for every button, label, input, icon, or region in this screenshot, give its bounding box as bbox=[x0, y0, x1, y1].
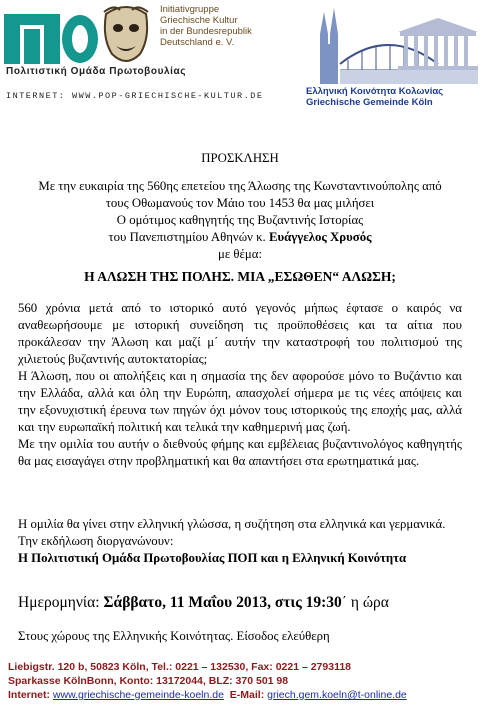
pop-subtitle: Πολιτιστική Ομάδα Πρωτοβουλίας bbox=[6, 66, 187, 77]
paragraph: Η ομιλία θα γίνει στην ελληνική γλώσσα, η συζήτηση στα ελληνικά και γερμανικά. bbox=[18, 517, 446, 531]
community-name-german: Griechische Gemeinde Köln bbox=[306, 97, 433, 108]
intro-line: Ο ομότιμος καθηγητής της Βυζαντινής Ιστορίας bbox=[116, 213, 364, 227]
footer-address: Liebigstr. 120 b, 50823 Köln, Tel.: 0221 – 132530, Fax: 0221 – 2793118 bbox=[8, 661, 352, 673]
language-info bbox=[18, 516, 462, 567]
letterhead bbox=[0, 0, 480, 110]
intro-line: Με την ευκαιρία της 560ης επετείου της Άλωσης της Κωνσταντινούπολης από bbox=[38, 179, 442, 193]
theatre-mask-icon bbox=[100, 4, 152, 68]
lecture-description bbox=[18, 300, 462, 470]
lecture-topic: Η ΑΛΩΣΗ ΤΗΣ ΠΟΛΗΣ. ΜΙΑ „ΕΣΩΘΕΝ“ ΑΛΩΣΗ; bbox=[84, 269, 396, 284]
paragraph: Με την ομιλία του αυτήν ο διεθνούς φήμης και εμβέλειας βυζαντινολόγος καθηγητής θα μας εισαγάγει στην προβληματική και θα απαντήσει στα ερωτηματικά μας. bbox=[18, 437, 462, 468]
organizers: Η Πολιτιστική Ομάδα Πρωτοβουλίας ΠΟΠ και η Ελληνική Κοινότητα bbox=[18, 551, 407, 565]
pop-logo bbox=[4, 14, 60, 64]
pop-internet-line: INTERNET: WWW.POP-GRIECHISCHE-KULTUR.DE bbox=[6, 91, 264, 101]
footer-contact bbox=[8, 660, 407, 702]
event-venue: Στους χώρους της Ελληνικής Κοινότητας. Είσοδος ελεύθερη bbox=[18, 629, 330, 643]
intro-line: τους Οθωμανούς τον Μάιο του 1453 θα μας μιλήσει bbox=[105, 196, 375, 210]
website-link[interactable]: www.griechische-gemeinde-koeln.de bbox=[52, 689, 224, 701]
initiative-text: Initiativgruppe Griechische Kultur in der Bundesrepublik Deutschland e. V. bbox=[160, 4, 252, 48]
intro-line: του Πανεπιστημίου Αθηνών κ. Ευάγγελος Χρυσός bbox=[108, 230, 372, 244]
paragraph: 560 χρόνια μετά από το ιστορικό αυτό γεγονός μήπως έφτασε ο καιρός να αναθεωρήσουμε με ιστορική συνείδηση τις προϋποθέσεις και τα αίτια που προκάλεσαν την Άλωση και μαζί μ΄ αυτήν την καταστροφή του πολιτισμού της χιλιετούς βυζαντινής αυτοκτατορίας; bbox=[18, 301, 462, 366]
invitation-heading: ΠΡΟΣΚΛΗΣΗ bbox=[201, 151, 279, 165]
intro-line: με θέμα: bbox=[217, 247, 263, 261]
cologne-athens-skyline bbox=[318, 4, 478, 84]
footer-bank: Sparkasse KölnBonn, Konto: 13172044, BLZ: 370 501 98 bbox=[8, 675, 289, 687]
paragraph: Η Άλωση, που οι απολήξεις και η σημασία της δεν αφορούσε μόνο το Βυζάντιο και την Ελλάδα, αλλά και όλη την Ευρώπη, απασχολεί σήμερα με τις νέες απόψεις και την εξονυχιστική έρευνα των πηγών όχι μόνον τους ιστορικούς της εποχής μας, αλλά και την ευρωπαϊκή πολιτική και τελικά την καθημερινή μας ζωή. bbox=[18, 369, 462, 434]
invitation-intro bbox=[18, 178, 462, 263]
event-date: Ημερομηνία: Σάββατο, 11 Μαΐου 2013, στις 19:30΄ η ώρα bbox=[18, 594, 389, 611]
event-day: Σάββατο bbox=[103, 594, 163, 611]
pop-logo-o bbox=[60, 14, 100, 64]
footer-internet: Internet: www.griechische-gemeinde-koeln.de E-Mail: griech.gem.koeln@t-online.de bbox=[8, 689, 407, 701]
community-name-greek: Ελληνική Κοινότητα Κολωνίας bbox=[306, 86, 444, 97]
speaker-name: Ευάγγελος Χρυσός bbox=[268, 230, 372, 244]
organizers-label: Την εκδήλωση διοργανώνουν: bbox=[18, 534, 174, 548]
email-link[interactable]: griech.gem.koeln@t-online.de bbox=[267, 689, 407, 701]
community-name bbox=[306, 86, 443, 108]
